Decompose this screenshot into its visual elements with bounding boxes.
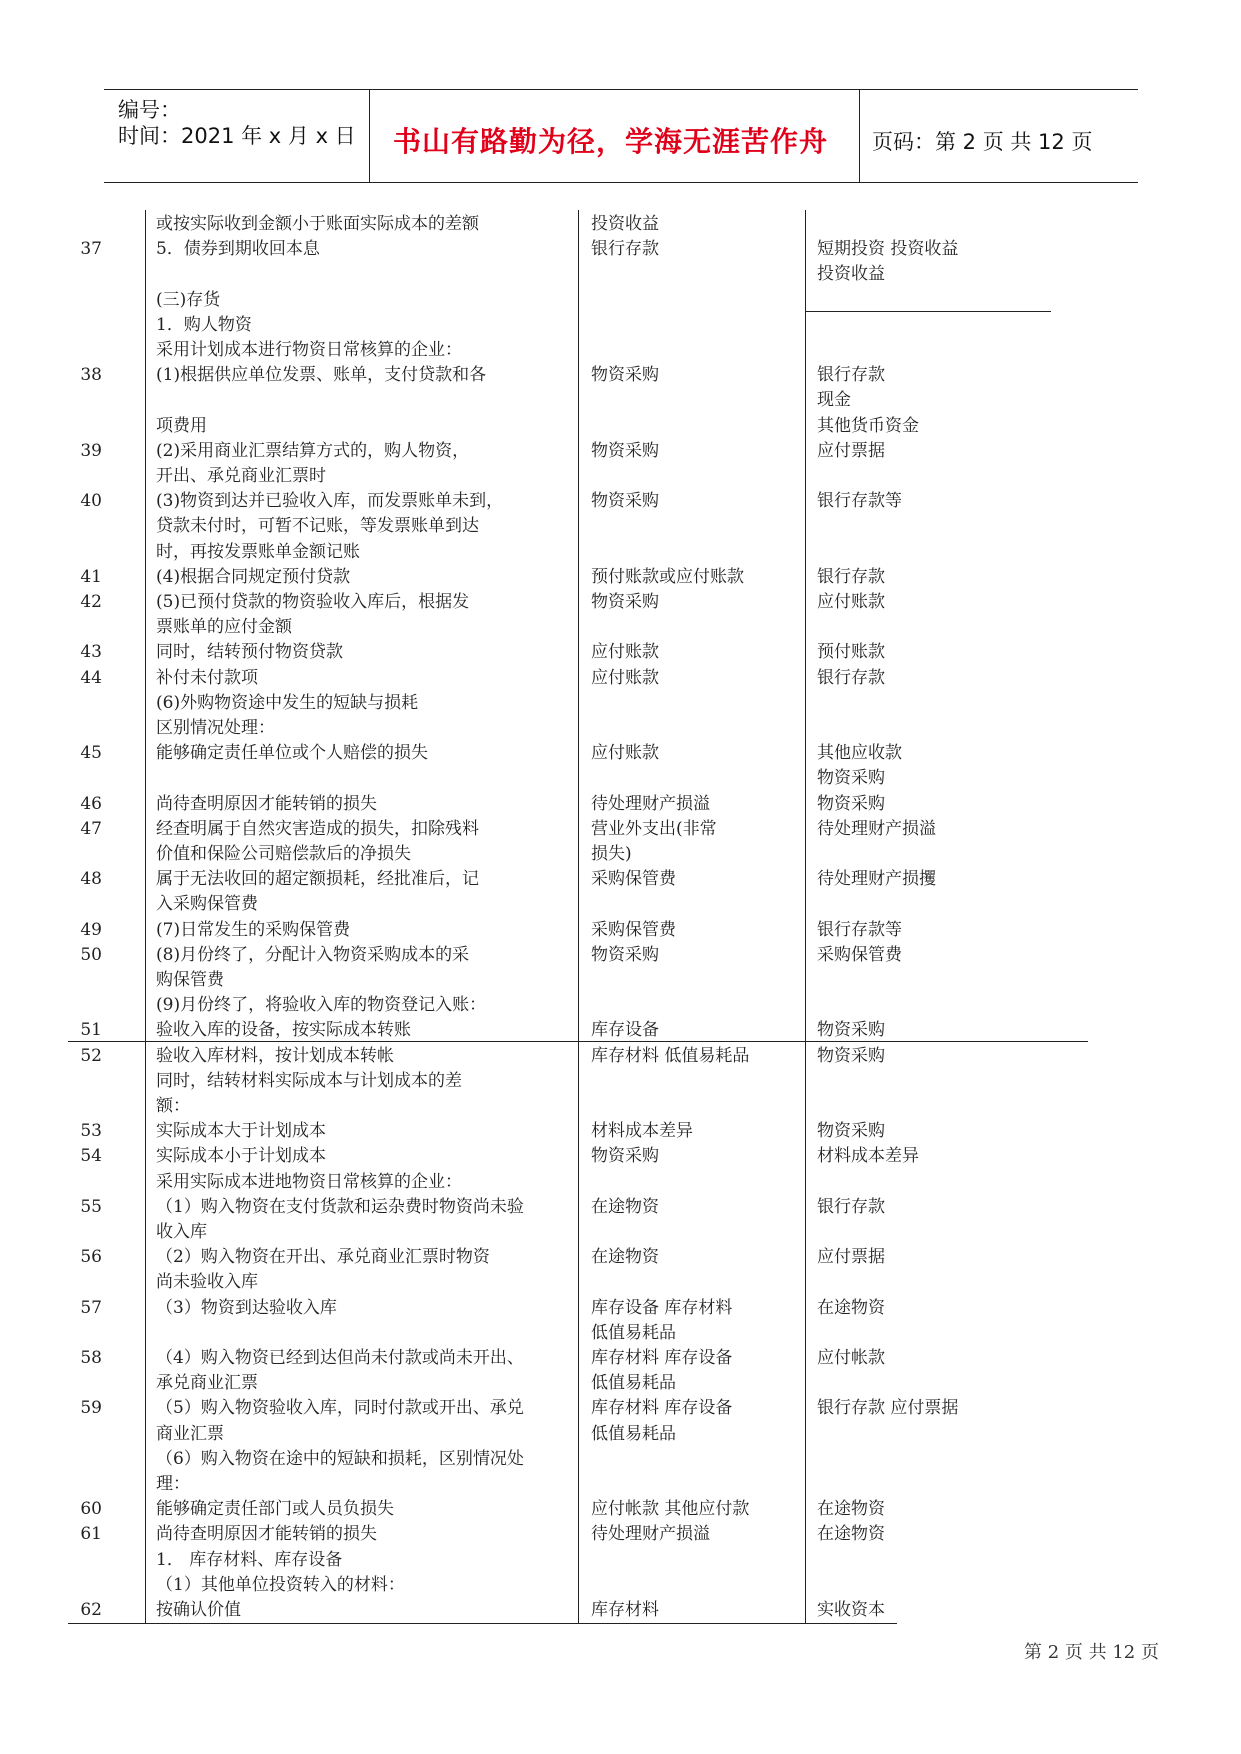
row-description: 尚待查明原因才能转销的损失 xyxy=(156,794,377,814)
row-credit-account: 现金 xyxy=(817,390,851,410)
row-number: 62 xyxy=(80,1600,102,1620)
table-row xyxy=(0,1018,1241,1043)
row-credit-account: 银行存款 xyxy=(817,668,885,688)
row-debit-account: 在途物资 xyxy=(591,1197,659,1217)
row-debit-account: 待处理财产损溢 xyxy=(591,794,710,814)
table-row xyxy=(0,540,1241,565)
table-row xyxy=(0,590,1241,615)
row-description: 5．债券到期收回本息 xyxy=(156,239,320,259)
row-number: 40 xyxy=(80,491,102,511)
row-description: （6）购入物资在途中的短缺和损耗，区别情况处 xyxy=(156,1449,524,1469)
row-number: 59 xyxy=(80,1398,102,1418)
row-description: 时，再按发票账单金额记账 xyxy=(156,542,360,562)
row-debit-account: 低值易耗品 xyxy=(591,1373,676,1393)
row-number: 55 xyxy=(80,1197,102,1217)
time-label: 时间：2021 年 x 月 x 日 xyxy=(118,124,356,148)
row-debit-account: 采购保管费 xyxy=(591,920,676,940)
table-row xyxy=(0,666,1241,691)
row-debit-account: 物资采购 xyxy=(591,441,659,461)
row-description: （1）购入物资在支付货款和运杂费时物资尚未验 xyxy=(156,1197,524,1217)
row-number: 39 xyxy=(80,441,102,461)
row-description: 同时，结转预付物资贷款 xyxy=(156,642,343,662)
row-credit-account: 其他货币资金 xyxy=(817,416,919,436)
row-number: 54 xyxy=(80,1146,102,1166)
row-debit-account: 待处理财产损溢 xyxy=(591,1524,710,1544)
row-description: (1)根据供应单位发票、账单，支付贷款和各 xyxy=(156,365,487,385)
table-row xyxy=(0,1296,1241,1321)
row-description: (8)月份终了，分配计入物资采购成本的采 xyxy=(156,945,470,965)
row-number: 43 xyxy=(80,642,102,662)
row-description: 商业汇票 xyxy=(156,1424,224,1444)
table-row xyxy=(0,792,1241,817)
row-description: (2)采用商业汇票结算方式的，购人物资， xyxy=(156,441,470,461)
row-number: 50 xyxy=(80,945,102,965)
row-description: （5）购入物资验收入库，同时付款或开出、承兑 xyxy=(156,1398,524,1418)
table-row xyxy=(0,1245,1241,1270)
row-debit-account: 应付账款 xyxy=(591,668,659,688)
row-debit-account: 材料成本差异 xyxy=(591,1121,693,1141)
row-credit-account: 在途物资 xyxy=(817,1298,885,1318)
table-row xyxy=(0,968,1241,993)
table-row xyxy=(0,1548,1241,1573)
row-description: 补付未付款项 xyxy=(156,668,258,688)
row-description: 能够确定责任部门或人员负损失 xyxy=(156,1499,394,1519)
row-description: (9)月份终了，将验收入库的物资登记入账： xyxy=(156,995,487,1015)
row-description: （3）物资到达验收入库 xyxy=(156,1298,337,1318)
row-credit-account: 银行存款 xyxy=(817,365,885,385)
row-description: 实际成本大于计划成本 xyxy=(156,1121,326,1141)
table-row xyxy=(0,691,1241,716)
row-number: 38 xyxy=(80,365,102,385)
table-row xyxy=(0,716,1241,741)
table-row xyxy=(0,993,1241,1018)
row-debit-account: 库存设备 xyxy=(591,1020,659,1040)
row-debit-account: 物资采购 xyxy=(591,1146,659,1166)
table-row xyxy=(0,414,1241,439)
table-row xyxy=(0,565,1241,590)
row-description: 入采购保管费 xyxy=(156,894,258,914)
row-number: 37 xyxy=(80,239,102,259)
table-row xyxy=(0,514,1241,539)
row-debit-account: 低值易耗品 xyxy=(591,1323,676,1343)
row-credit-account: 银行存款等 xyxy=(817,920,902,940)
row-credit-account: 投资收益 xyxy=(817,264,885,284)
row-debit-account: 预付账款或应付账款 xyxy=(591,567,744,587)
row-description: 区别情况处理： xyxy=(156,718,275,738)
row-debit-account: 应付账款 xyxy=(591,642,659,662)
row-debit-account: 采购保管费 xyxy=(591,869,676,889)
row-debit-account: 银行存款 xyxy=(591,239,659,259)
row-description: 1．购人物资 xyxy=(156,315,252,335)
row-number: 48 xyxy=(80,869,102,889)
table-row xyxy=(0,918,1241,943)
table-row xyxy=(0,1447,1241,1472)
row-description: 按确认价值 xyxy=(156,1600,241,1620)
row-description: （4）购入物资已经到达但尚未付款或尚未开出、 xyxy=(156,1348,524,1368)
row-description: 能够确定责任单位或个人赔偿的损失 xyxy=(156,743,428,763)
table-row xyxy=(0,212,1241,237)
table-row xyxy=(0,943,1241,968)
table-row xyxy=(0,464,1241,489)
row-credit-account: 银行存款 应付票据 xyxy=(817,1398,959,1418)
row-credit-account: 物资采购 xyxy=(817,1046,885,1066)
row-credit-account: 待处理财产损攫 xyxy=(817,869,936,889)
table-row xyxy=(0,1270,1241,1295)
row-credit-account: 银行存款等 xyxy=(817,491,902,511)
table-row xyxy=(0,489,1241,514)
table-row xyxy=(0,338,1241,363)
row-debit-account: 应付账款 xyxy=(591,743,659,763)
row-description: 采用计划成本进行物资日常核算的企业： xyxy=(156,340,462,360)
row-description: 属于无法收回的超定额损耗，经批准后，记 xyxy=(156,869,479,889)
row-credit-account: 物资采购 xyxy=(817,1020,885,1040)
row-description: 价值和保险公司赔偿款后的净损失 xyxy=(156,844,411,864)
header-bottom-border xyxy=(104,182,1138,183)
row-credit-account: 应付帐款 xyxy=(817,1348,885,1368)
table-row xyxy=(0,1346,1241,1371)
row-description: (4)根据合同规定预付贷款 xyxy=(156,567,351,587)
row-credit-account: 物资采购 xyxy=(817,768,885,788)
row-number: 52 xyxy=(80,1046,102,1066)
row-debit-account: 库存材料 低值易耗品 xyxy=(591,1046,750,1066)
row-number: 41 xyxy=(80,567,102,587)
row-debit-account: 物资采购 xyxy=(591,365,659,385)
row-number: 45 xyxy=(80,743,102,763)
table-row xyxy=(0,1522,1241,1547)
row-description: 尚未验收入库 xyxy=(156,1272,258,1292)
row-description: 采用实际成本进地物资日常核算的企业： xyxy=(156,1172,462,1192)
table-row xyxy=(0,867,1241,892)
table-row xyxy=(0,262,1241,287)
table-row xyxy=(0,237,1241,262)
table-row xyxy=(0,1170,1241,1195)
row-number: 53 xyxy=(80,1121,102,1141)
table-row xyxy=(0,439,1241,464)
row-description: 验收入库材料，按计划成本转帐 xyxy=(156,1046,394,1066)
row-number: 44 xyxy=(80,668,102,688)
row-description: (5)已预付贷款的物资验收入库后，根据发 xyxy=(156,592,470,612)
table-rule-bottom xyxy=(68,1623,897,1624)
row-number: 51 xyxy=(80,1020,102,1040)
row-description: 承兑商业汇票 xyxy=(156,1373,258,1393)
table-row xyxy=(0,892,1241,917)
table-row xyxy=(0,288,1241,313)
header-motto: 书山有路勤为径，学海无涯苦作舟 xyxy=(393,125,829,158)
row-description: 尚待查明原因才能转销的损失 xyxy=(156,1524,377,1544)
row-credit-account: 银行存款 xyxy=(817,1197,885,1217)
table-row xyxy=(0,766,1241,791)
row-credit-account: 银行存款 xyxy=(817,567,885,587)
table-row xyxy=(0,615,1241,640)
row-debit-account: 营业外支出(非常 xyxy=(591,819,717,839)
table-row xyxy=(0,817,1241,842)
row-description: (7)日常发生的采购保管费 xyxy=(156,920,351,940)
table-row xyxy=(0,1195,1241,1220)
table-row xyxy=(0,1573,1241,1598)
row-description: 理： xyxy=(156,1474,190,1494)
row-credit-account: 实收资本 xyxy=(817,1600,885,1620)
serial-label: 编号： xyxy=(118,98,181,122)
table-row xyxy=(0,388,1241,413)
table-row xyxy=(0,1321,1241,1346)
row-description: 项费用 xyxy=(156,416,207,436)
header-top-border xyxy=(104,89,1138,90)
row-debit-account: 物资采购 xyxy=(591,945,659,965)
row-credit-account: 应付票据 xyxy=(817,441,885,461)
row-credit-account: 应付票据 xyxy=(817,1247,885,1267)
header-divider-left xyxy=(369,89,370,183)
row-debit-account: 库存材料 库存设备 xyxy=(591,1398,733,1418)
table-row xyxy=(0,640,1241,665)
table-row xyxy=(0,1472,1241,1497)
row-credit-account: 其他应收款 xyxy=(817,743,902,763)
row-credit-account: 待处理财产损溢 xyxy=(817,819,936,839)
table-row xyxy=(0,1422,1241,1447)
row-description: 1． 库存材料、库存设备 xyxy=(156,1550,343,1570)
row-description: 实际成本小于计划成本 xyxy=(156,1146,326,1166)
row-credit-account: 采购保管费 xyxy=(817,945,902,965)
row-credit-account: 物资采购 xyxy=(817,1121,885,1141)
table-row xyxy=(0,741,1241,766)
page-label: 页码：第 2 页 共 12 页 xyxy=(872,130,1093,154)
row-description: 经查明属于自然灾害造成的损失，扣除残料 xyxy=(156,819,479,839)
row-number: 46 xyxy=(80,794,102,814)
row-description: (3)物资到达并已验收入库，而发票账单未到， xyxy=(156,491,504,511)
table-row xyxy=(0,842,1241,867)
row-debit-account: 物资采购 xyxy=(591,592,659,612)
row-description: （1）其他单位投资转入的材料： xyxy=(156,1575,405,1595)
row-number: 60 xyxy=(80,1499,102,1519)
row-description: 额： xyxy=(156,1096,190,1116)
row-description: 或按实际收到金额小于账面实际成本的差额 xyxy=(156,214,479,234)
table-row xyxy=(0,1396,1241,1421)
row-description: 购保管费 xyxy=(156,970,224,990)
row-description: 验收入库的设备，按实际成本转账 xyxy=(156,1020,411,1040)
row-description: 收入库 xyxy=(156,1222,207,1242)
row-debit-account: 库存设备 库存材料 xyxy=(591,1298,733,1318)
row-debit-account: 应付帐款 其他应付款 xyxy=(591,1499,750,1519)
row-credit-account: 在途物资 xyxy=(817,1499,885,1519)
row-description: 贷款未付时，可暂不记账，等发票账单到达 xyxy=(156,516,479,536)
row-description: （2）购入物资在开出、承兑商业汇票时物资 xyxy=(156,1247,490,1267)
row-debit-account: 物资采购 xyxy=(591,491,659,511)
table-row xyxy=(0,1220,1241,1245)
row-debit-account: 库存材料 库存设备 xyxy=(591,1348,733,1368)
row-credit-account: 应付账款 xyxy=(817,592,885,612)
table-row xyxy=(0,1094,1241,1119)
row-description: 开出、承兑商业汇票时 xyxy=(156,466,326,486)
row-description: 同时，结转材料实际成本与计划成本的差 xyxy=(156,1071,462,1091)
row-number: 42 xyxy=(80,592,102,612)
table-row xyxy=(0,1371,1241,1396)
row-description: 票账单的应付金额 xyxy=(156,617,292,637)
table-row xyxy=(0,1598,1241,1623)
row-number: 47 xyxy=(80,819,102,839)
row-credit-account: 短期投资 投资收益 xyxy=(817,239,959,259)
row-credit-account: 物资采购 xyxy=(817,794,885,814)
row-number: 58 xyxy=(80,1348,102,1368)
row-debit-account: 低值易耗品 xyxy=(591,1424,676,1444)
table-row xyxy=(0,1119,1241,1144)
row-number: 61 xyxy=(80,1524,102,1544)
table-row xyxy=(0,1497,1241,1522)
table-row xyxy=(0,1069,1241,1094)
page-footer: 第 2 页 共 12 页 xyxy=(1024,1642,1159,1663)
table-row xyxy=(0,363,1241,388)
table-row xyxy=(0,1144,1241,1169)
row-debit-account: 在途物资 xyxy=(591,1247,659,1267)
header-divider-right xyxy=(859,89,860,183)
row-number: 57 xyxy=(80,1298,102,1318)
row-debit-account: 投资收益 xyxy=(591,214,659,234)
row-credit-account: 预付账款 xyxy=(817,642,885,662)
row-credit-account: 在途物资 xyxy=(817,1524,885,1544)
table-row xyxy=(0,1044,1241,1069)
table-row xyxy=(0,313,1241,338)
row-number: 56 xyxy=(80,1247,102,1267)
row-number: 49 xyxy=(80,920,102,940)
row-description: (6)外购物资途中发生的短缺与损耗 xyxy=(156,693,419,713)
row-credit-account: 材料成本差异 xyxy=(817,1146,919,1166)
row-debit-account: 库存材料 xyxy=(591,1600,659,1620)
row-description: (三)存货 xyxy=(156,290,221,310)
row-debit-account: 损失) xyxy=(591,844,632,864)
